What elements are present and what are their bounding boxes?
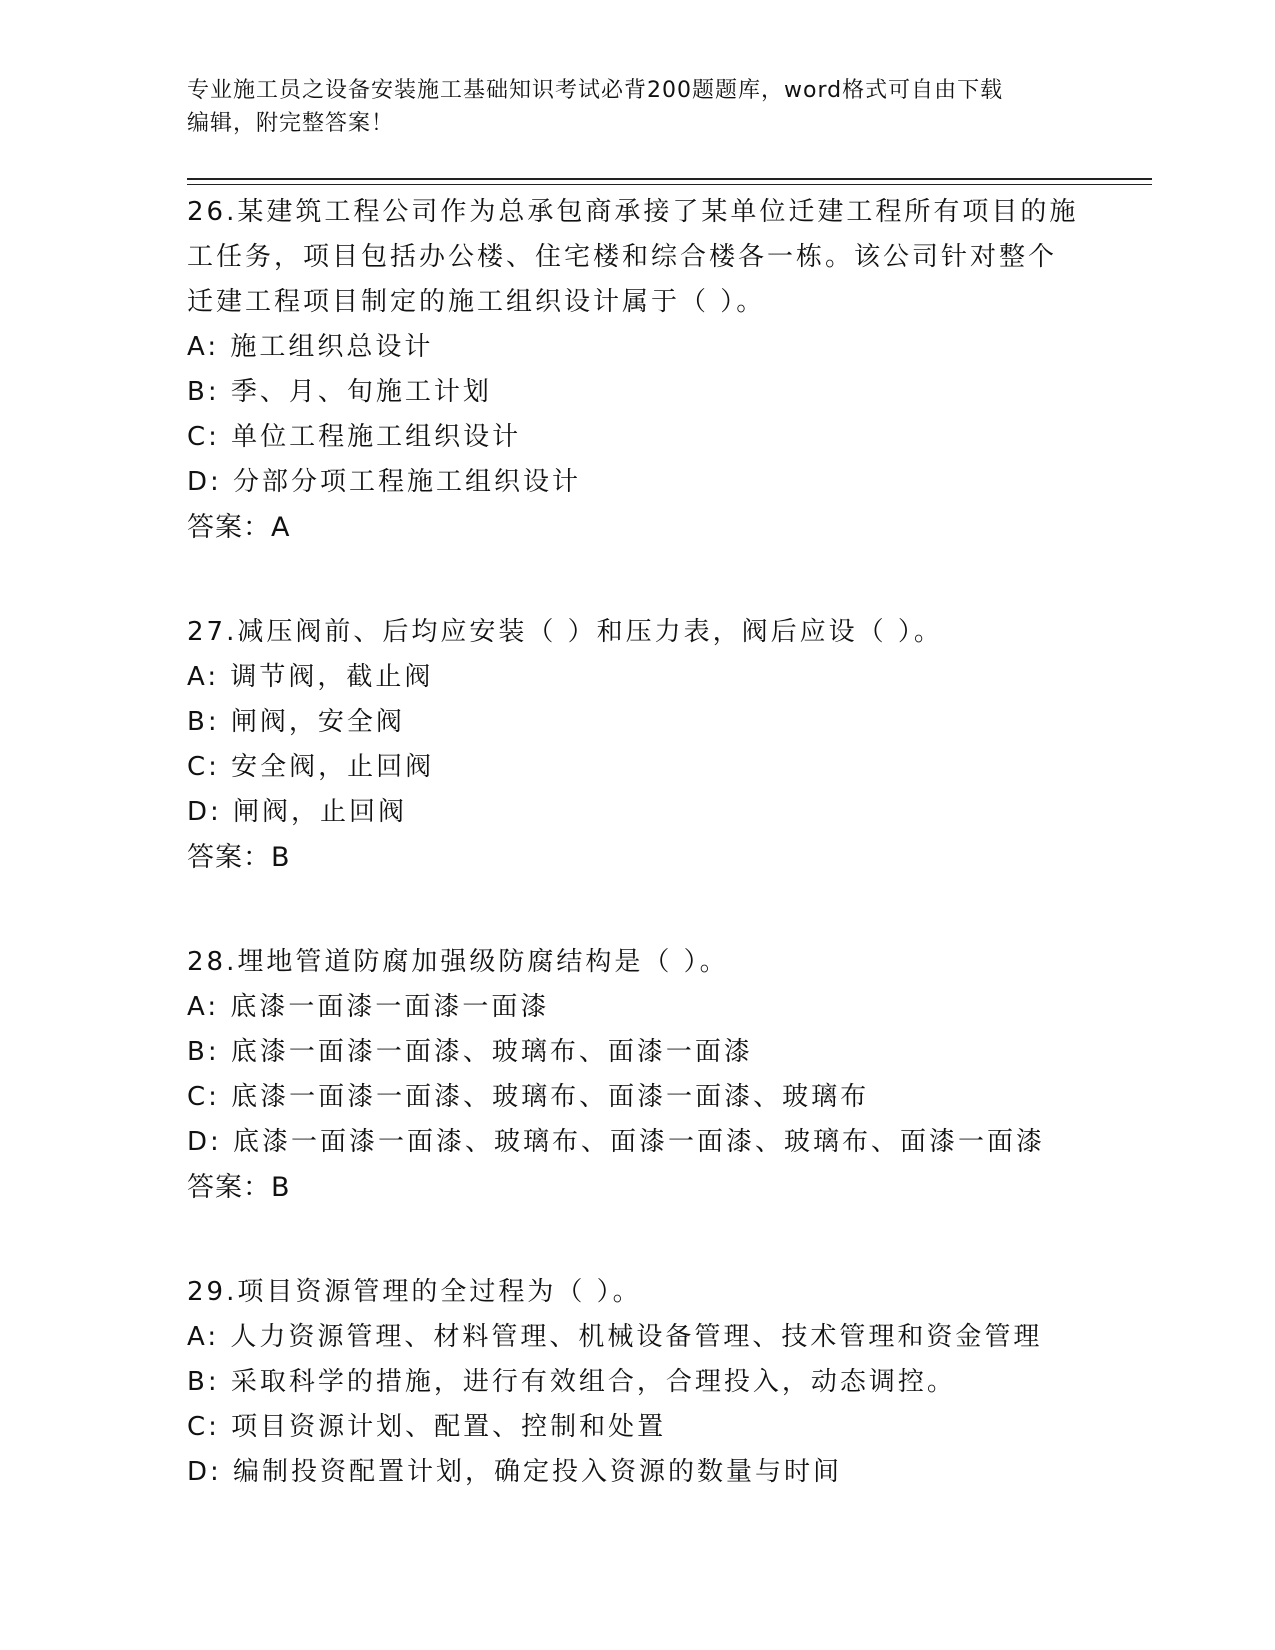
option-d: D: 闸阀，止回阀 [187,797,408,827]
question-spacer [187,880,1157,940]
question-stem-line: 27.减压阀前、后均应安装（ ）和压力表，阀后应设（ ）。 [187,617,943,647]
option-a: A: 调节阀，截止阀 [187,662,434,692]
answer-line: 答案：A [187,512,291,543]
answer-line: 答案：B [187,1172,291,1203]
question-stem-line: 迁建工程项目制定的施工组织设计属于（ ）。 [187,287,766,317]
answer-line: 答案：B [187,842,291,873]
option-c: C: 项目资源计划、配置、控制和处置 [187,1412,667,1442]
question-27 [187,610,1157,880]
option-c: C: 安全阀，止回阀 [187,752,435,782]
question-stem-line: 28.埋地管道防腐加强级防腐结构是（ ）。 [187,947,729,977]
question-stem-line: 26.某建筑工程公司作为总承包商承接了某单位迁建工程所有项目的施 [187,197,1079,227]
question-28 [187,940,1157,1210]
option-d: D: 分部分项工程施工组织设计 [187,467,582,497]
option-b: B: 采取科学的措施，进行有效组合，合理投入，动态调控。 [187,1367,956,1397]
option-a: A: 施工组织总设计 [187,332,434,362]
option-a: A: 人力资源管理、材料管理、机械设备管理、技术管理和资金管理 [187,1322,1043,1352]
option-b: B: 闸阀，安全阀 [187,707,405,737]
question-stem-line: 工任务，项目包括办公楼、住宅楼和综合楼各一栋。该公司针对整个 [187,242,1058,272]
option-c: C: 单位工程施工组织设计 [187,422,522,452]
question-stem-line: 29.项目资源管理的全过程为（ ）。 [187,1277,642,1307]
header-line-2: 编辑，附完整答案！ [187,111,395,136]
option-d: D: 编制投资配置计划，确定投入资源的数量与时间 [187,1457,843,1487]
question-26 [187,190,1157,550]
question-list [187,190,1157,1495]
option-d: D: 底漆一面漆一面漆、玻璃布、面漆一面漆、玻璃布、面漆一面漆 [187,1127,1046,1157]
option-b: B: 季、月、旬施工计划 [187,377,492,407]
option-b: B: 底漆一面漆一面漆、玻璃布、面漆一面漆 [187,1037,753,1067]
option-c: C: 底漆一面漆一面漆、玻璃布、面漆一面漆、玻璃布 [187,1082,870,1112]
question-spacer [187,550,1157,610]
document-header [187,74,1087,140]
question-29 [187,1270,1157,1495]
header-divider-thin [187,184,1152,185]
option-a: A: 底漆一面漆一面漆一面漆 [187,992,550,1022]
header-line-1: 专业施工员之设备安装施工基础知识考试必背200题题库，word格式可自由下载 [187,78,1004,103]
header-divider-thick [187,178,1152,180]
question-spacer [187,1210,1157,1270]
